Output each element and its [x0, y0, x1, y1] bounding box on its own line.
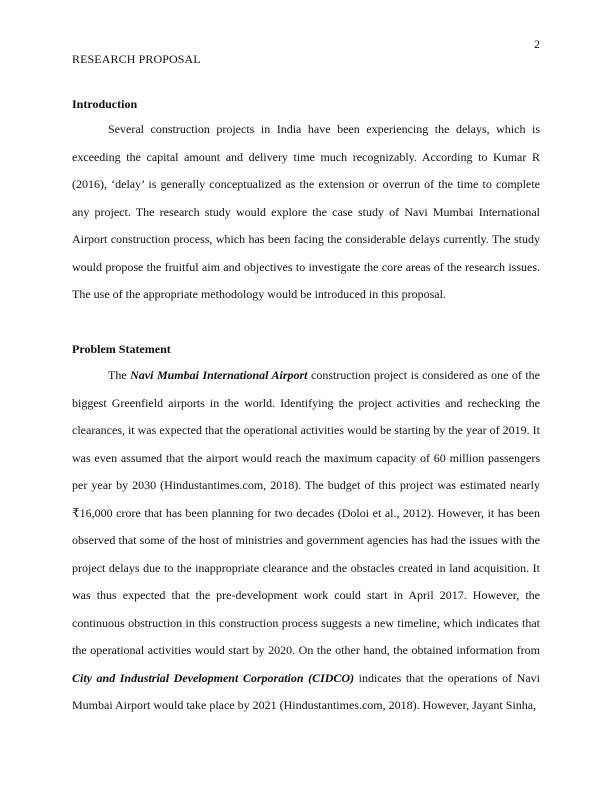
- paragraph-lead-word: The: [108, 368, 127, 382]
- problem-statement-heading: Problem Statement: [72, 342, 171, 356]
- paragraph-text-part-1: construction project is considered as one of the biggest Greenfield airports in the world. Identifying the project activities and rechecking the clearances, it was expected that the operational activities would be starting by the year of 2019. It was even assumed that the airport would reach the maximum capacity of 60 million passengers per year by 2030 (Hindustantimes.com, 2018). The budget of this project was estimated nearly ₹16,000 crore that has been planning for two decades (Doloi et al., 2012). However, it has been observed that some of the host of ministries and government agencies has had the issues with the project delays due to the inappropriate clearance and the obstacles created in land acquisition. It was thus expected that the pre-development work could start in April 2017. However, the continuous obstruction in this construction process suggests a new timeline, which indicates that the operational activities would start by 2020. On the other hand, the obtained information from: [72, 368, 540, 657]
- running-head: RESEARCH PROPOSAL: [72, 52, 201, 66]
- introduction-paragraph: Several construction projects in India have been experiencing the delays, which is exceeding the capital amount and delivery time much recognizably. According to Kumar R (2016), ‘delay’ is generally conceptualized as the extension or overrun of the time to complete any project. The research study would explore the case study of Navi Mumbai International Airport construction process, which has been facing the considerable delays currently. The study would propose the fruitful aim and objectives to investigate the core areas of the research issues. The use of the appropriate methodology would be introduced in this proposal.: [72, 122, 540, 301]
- introduction-heading: Introduction: [72, 97, 138, 111]
- agency-name-emphasis: City and Industrial Development Corporation (CIDCO): [72, 670, 355, 685]
- page-number: 2: [534, 37, 540, 51]
- paragraph-text-part-2: indicates that the operations of Navi Mumbai Airport would take place by 2021 (Hindustantimes.com, 2018). However, Jayant Sinha,: [72, 670, 540, 712]
- airport-name-emphasis: Navi Mumbai International Airport: [130, 368, 308, 382]
- problem-statement-paragraph: [72, 362, 540, 720]
